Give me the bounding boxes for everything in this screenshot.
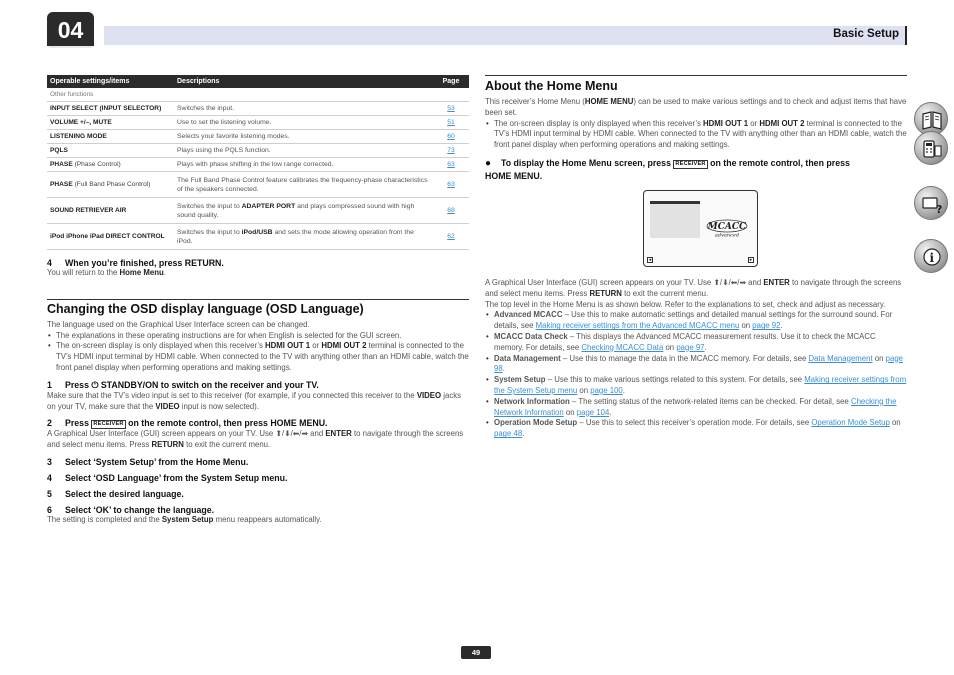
body-text: to navigate through the screens and select menu items. Press — [485, 277, 902, 298]
body-text: ) can be used to make various settings and to check and adjust items that have been set. — [485, 97, 907, 117]
body-bold: HDMI OUT 1 — [703, 118, 749, 128]
body-bold: ENTER — [325, 429, 352, 439]
table-cell-item: SOUND RETRIEVER AIR — [47, 198, 174, 224]
bullet-dot-icon: ● — [485, 157, 492, 169]
table-row — [47, 224, 469, 250]
remote-icon[interactable] — [914, 131, 948, 165]
list-item — [485, 418, 907, 440]
item-text: – Use this to make various settings related to this system. For details, see — [545, 375, 805, 385]
body-text: menu reappears automatically. — [213, 514, 322, 524]
mcacc-logo-subtext: advanced — [714, 232, 740, 238]
receiver-button-icon: RECEIVER — [93, 421, 124, 428]
left-column — [47, 75, 469, 526]
table-cell-item: LISTENING MODE — [47, 130, 174, 144]
table-row — [47, 172, 469, 198]
table-row — [47, 198, 469, 224]
list-item — [485, 397, 907, 419]
item-text: on — [563, 407, 577, 417]
step-number: 6 — [47, 504, 52, 515]
step-text: Select ‘OSD Language’ from the System Setup menu. — [65, 472, 288, 483]
step-2-body — [47, 429, 469, 451]
item-title: Network Information — [494, 396, 570, 406]
page-number: 49 — [461, 646, 491, 659]
step-6-body — [47, 515, 469, 526]
item-text: . — [522, 429, 525, 439]
body-bold: HDMI OUT 2 — [321, 341, 367, 351]
table-cell-item: VOLUME +/–, MUTE — [47, 116, 174, 130]
item-text: – Use this to select this receiver’s operation mode. For details, see — [577, 418, 812, 428]
right-column — [485, 75, 907, 440]
step-text: Press ⏻ STANDBY/ON to switch on the receiver and your TV. — [65, 379, 319, 390]
osd-bullet: • The explanations in these operating instructions are for when English is selected for the GUI screen. — [47, 331, 469, 342]
operations-table — [47, 75, 469, 250]
list-item — [485, 310, 907, 332]
home-menu-step — [485, 157, 907, 182]
body-bold: System Setup — [161, 514, 214, 524]
step-number: 1 — [47, 379, 52, 390]
home-menu-bullet — [485, 119, 907, 151]
step-text: on the remote control, then press HOME MENU. — [128, 418, 328, 429]
table-cell-desc: The Full Band Phase Control feature calibrates the frequency-phase characteristics of the speakers connected. — [174, 172, 433, 198]
info-icon[interactable] — [914, 239, 948, 273]
step-1-body — [47, 391, 469, 413]
chapter-number: 04 — [47, 12, 94, 46]
table-row — [47, 102, 469, 116]
body-bold: RETURN — [151, 440, 184, 450]
body-text: A Graphical User Interface (GUI) screen appears on your TV. Use ⬆/⬇/⬅/➡ and — [485, 277, 764, 287]
step-text: Select the desired language. — [65, 488, 184, 499]
svg-text:i: i — [929, 251, 935, 265]
step-1 — [47, 380, 469, 391]
list-item — [485, 375, 907, 397]
page-link[interactable]: 60 — [447, 133, 455, 140]
step-6 — [47, 505, 469, 515]
body-text: terminal is connected to the TV’s HDMI input terminal by HDMI cable. When connected to the TV with anything other than an HDMI cable, watch the front panel display when performing operations and making settings. — [494, 118, 907, 150]
table-cell-item: iPod iPhone iPad DIRECT CONTROL — [47, 224, 174, 250]
item-text: on — [872, 353, 886, 363]
receiver-button-icon: RECEIVER — [675, 160, 706, 167]
body-bold: VIDEO — [416, 390, 442, 400]
list-item — [485, 354, 907, 376]
item-text: – Use this to make automatic settings and detailed manual settings for the surround sound. For details, see — [494, 310, 893, 331]
table-row — [47, 158, 469, 172]
menu-panel — [650, 201, 700, 238]
osd-heading: Changing the OSD display language (OSD Language) — [47, 299, 469, 316]
page-link[interactable]: page 98 — [494, 353, 903, 374]
header-bar — [104, 26, 907, 45]
item-text: on — [889, 418, 901, 428]
step-text: When you’re finished, press RETURN. — [65, 258, 224, 268]
mcacc-logo-text: MCACC — [707, 221, 747, 232]
item-text: on — [663, 342, 677, 352]
step-text: To display the Home Menu screen, press — [501, 157, 671, 168]
table-row — [47, 116, 469, 130]
body-text: This receiver’s Home Menu ( — [485, 97, 585, 106]
body-text: terminal is connected to the TV’s HDMI input terminal by HDMI cable. When connected to the TV with anything other than an HDMI cable, watch the front panel display when performing operations and making settings. — [56, 341, 469, 372]
section-link[interactable]: Data Management — [808, 353, 873, 363]
section-link[interactable]: Making receiver settings from the System Setup menu — [494, 375, 907, 395]
page-link[interactable]: page 104 — [576, 407, 610, 417]
item-text: . — [502, 364, 505, 374]
body-text: to exit the current menu. — [183, 440, 271, 450]
home-menu-heading: About the Home Menu — [485, 75, 907, 93]
table-cell-desc: Switches the input to ADAPTER PORT and plays compressed sound with high sound quality. — [174, 198, 433, 224]
step-text: Select ‘System Setup’ from the Home Menu. — [65, 456, 249, 467]
osd-bullet — [47, 341, 469, 373]
table-other-functions: Other functions — [47, 88, 469, 102]
body-text: or — [310, 341, 322, 351]
question-icon[interactable] — [914, 186, 948, 220]
item-title: Operation Mode Setup — [494, 418, 578, 428]
step-finish — [47, 258, 469, 268]
body-text: The on-screen display is only displayed when this receiver’s — [56, 341, 266, 351]
body-bold: ENTER — [763, 277, 790, 287]
body-text: jacks on your TV, make sure that the — [47, 390, 462, 411]
table-cell-item: PHASE (Full Band Phase Control) — [47, 172, 174, 198]
step-text: on the remote control, then press — [710, 157, 850, 168]
item-text: . — [780, 321, 783, 331]
step-text: HOME MENU. — [485, 170, 543, 181]
table-row — [47, 144, 469, 158]
body-bold: HDMI OUT 1 — [265, 341, 311, 351]
page-link[interactable]: page 97 — [676, 342, 705, 352]
page-link[interactable]: 73 — [447, 147, 455, 154]
page-link[interactable]: 62 — [447, 233, 455, 240]
step-number: 3 — [47, 456, 52, 467]
page-link[interactable]: 53 — [447, 105, 455, 112]
section-title: Basic Setup — [833, 28, 899, 40]
table-cell-item: PQLS — [47, 144, 174, 158]
osd-intro: The language used on the Graphical User Interface screen can be changed. — [47, 319, 310, 329]
step-text: Select ‘OK’ to change the language. — [65, 504, 215, 515]
item-text: . — [704, 342, 707, 352]
item-title: System Setup — [494, 375, 546, 385]
step-number: 4 — [47, 258, 52, 268]
item-text: on — [739, 321, 753, 331]
section-link[interactable]: Operation Mode Setup — [811, 418, 890, 428]
body-text: or — [748, 118, 760, 128]
step-5 — [47, 489, 469, 499]
body-text: to exit the current menu. — [621, 288, 709, 298]
body-text: The setting is completed and the — [47, 514, 162, 524]
table-header-item: Operable settings/items — [47, 75, 174, 88]
input-selector-label: INPUT SELECTOR — [101, 105, 160, 112]
page-link[interactable]: page 92 — [752, 321, 781, 331]
page-link[interactable]: page 48 — [494, 429, 523, 439]
table-cell-desc: Plays using the PQLS function. — [174, 144, 433, 158]
enter-corner-icon: ▸ — [749, 256, 753, 263]
body-bold: VIDEO — [155, 401, 180, 411]
section-link[interactable]: Checking MCACC Data — [581, 342, 664, 352]
item-text: – Use this to manage the data in the MCACC memory. For details, see — [560, 353, 809, 363]
table-cell-desc: Switches the input to iPod/USB and sets the mode allowing operation from the iPod. — [174, 224, 433, 250]
body-text: You will return to the — [47, 268, 120, 277]
svg-text:?: ? — [936, 203, 943, 216]
body-text: input is now selected). — [179, 401, 259, 411]
item-text: on — [577, 385, 591, 395]
body-text: A Graphical User Interface (GUI) screen appears on your TV. Use ⬆/⬇/⬅/➡ and — [47, 429, 326, 439]
table-cell-item: INPUT SELECT (INPUT SELECTOR) — [47, 102, 174, 116]
item-text: . — [622, 385, 625, 395]
table-header-page: Page — [433, 75, 469, 88]
step-number: 4 — [47, 472, 52, 483]
step-2 — [47, 418, 469, 429]
page-link[interactable]: 63 — [447, 161, 455, 168]
page-link[interactable]: page 100 — [590, 385, 623, 395]
home-menu-items-list — [485, 310, 907, 440]
table-cell-desc: Use to set the listening volume. — [174, 116, 433, 130]
body-bold: RETURN — [589, 288, 622, 298]
body-bold: HOME MENU — [584, 97, 634, 106]
section-link[interactable]: Checking the Network Information — [494, 396, 897, 417]
table-header-desc: Descriptions — [174, 75, 433, 88]
item-title: MCACC Data Check — [494, 331, 568, 341]
item-text: . — [609, 407, 612, 417]
page-link[interactable]: 63 — [447, 181, 455, 188]
item-text: – This displays the Advanced MCACC measurement results. Use it to check the MCACC memory. For details, see — [494, 331, 876, 352]
mcacc-logo — [705, 218, 749, 238]
return-corner-icon: ◂ — [648, 256, 652, 263]
table-cell-desc: Switches the input. — [174, 102, 433, 116]
body-bold: Home Menu — [119, 268, 164, 277]
step-number: 2 — [47, 418, 52, 429]
step-text: Press — [65, 418, 89, 429]
page-link[interactable]: 68 — [447, 207, 455, 214]
step-3 — [47, 457, 469, 467]
home-menu-intro — [485, 97, 907, 119]
list-item — [485, 332, 907, 354]
body-text: to navigate through the screens and select menu items. Press — [47, 429, 464, 450]
step-number: 5 — [47, 488, 52, 499]
table-row — [47, 130, 469, 144]
section-link[interactable]: Making receiver settings from the Advanced MCACC menu — [535, 321, 740, 331]
item-text: – The setting status of the network-related items can be checked. For detail, see — [569, 396, 851, 406]
body-text: The on-screen display is only displayed when this receiver’s — [494, 118, 704, 128]
body-text: Make sure that the TV’s video input is set to this receiver (for example, if you connected this receiver to the — [47, 390, 417, 400]
top-level-description: The top level in the Home Menu is as shown below. Refer to the explanations to set, check and adjust as necessary. — [485, 299, 886, 309]
header-bar-end — [905, 26, 907, 45]
table-cell-item: PHASE (Phase Control) — [47, 158, 174, 172]
step-4 — [47, 473, 469, 483]
step-finish-body: You will return to the Home Menu. — [47, 268, 166, 277]
table-cell-desc: Selects your favorite listening modes. — [174, 130, 433, 144]
item-title: Advanced MCACC — [494, 310, 563, 320]
home-menu-screen-illustration — [643, 190, 758, 267]
item-title: Data Management — [494, 353, 561, 363]
table-cell-desc: Plays with phase shifting in the low range corrected. — [174, 158, 433, 172]
body-bold: HDMI OUT 2 — [759, 118, 805, 128]
page-link[interactable]: 51 — [447, 119, 455, 126]
gui-description — [485, 278, 907, 300]
